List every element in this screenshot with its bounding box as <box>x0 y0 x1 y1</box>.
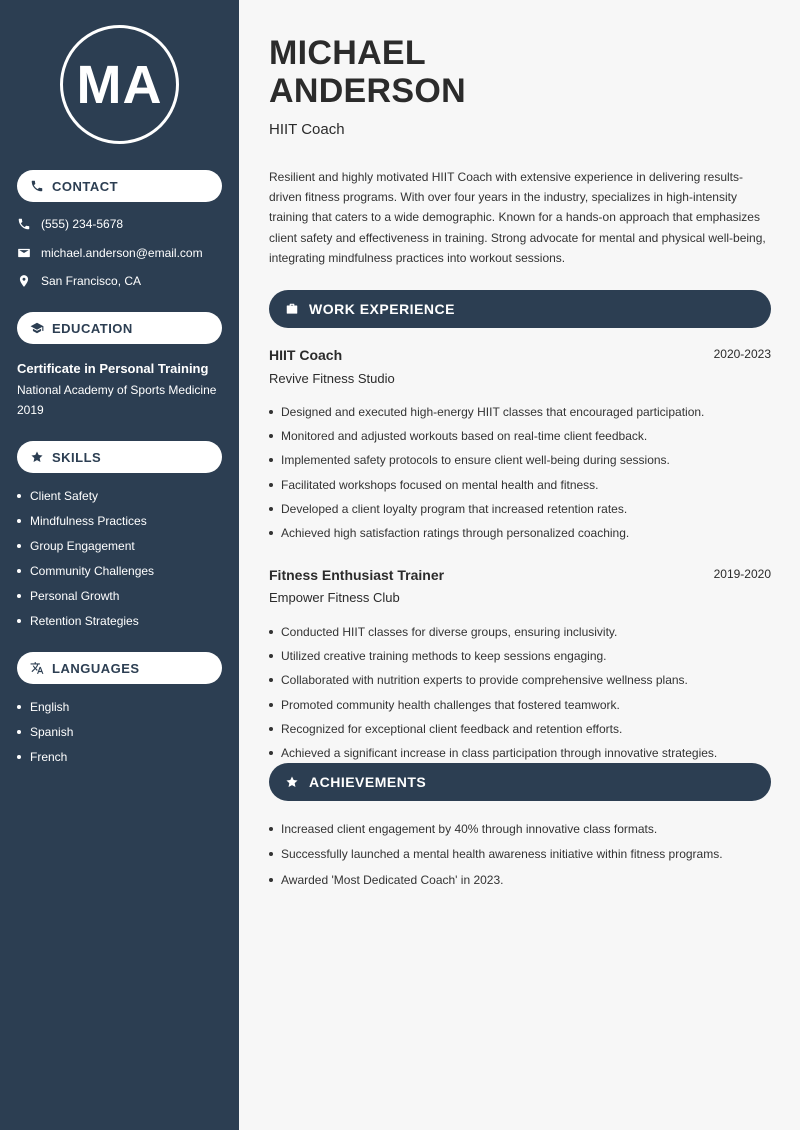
list-item: Facilitated workshops focused on mental health and fitness. <box>269 473 704 497</box>
name-line-last: ANDERSON <box>269 72 466 110</box>
list-item: Retention Strategies <box>17 608 154 633</box>
skills-heading-label: SKILLS <box>52 449 102 465</box>
work-experience-heading <box>269 290 771 328</box>
list-item: Recognized for exceptional client feedback and retention efforts. <box>269 717 717 741</box>
list-item: Client Safety <box>17 483 154 508</box>
contact-email-text: michael.anderson@email.com <box>41 246 203 260</box>
person-name <box>269 34 466 110</box>
contact-heading <box>17 170 222 202</box>
name-line-first: MICHAEL <box>269 34 426 72</box>
achievements-list <box>269 816 723 893</box>
education-year: 2019 <box>17 403 44 417</box>
job-company: Revive Fitness Studio <box>269 371 395 386</box>
list-item: French <box>17 744 73 769</box>
skills-list <box>17 483 154 633</box>
contact-phone <box>17 217 123 231</box>
contact-location-text: San Francisco, CA <box>41 274 142 288</box>
list-item: Implemented safety protocols to ensure client well-being during sessions. <box>269 448 704 472</box>
contact-heading-label: CONTACT <box>52 178 119 194</box>
skills-heading <box>17 441 222 473</box>
list-item: English <box>17 694 73 719</box>
list-item: Successfully launched a mental health awareness initiative within fitness programs. <box>269 842 723 868</box>
list-item: Promoted community health challenges that fostered teamwork. <box>269 693 717 717</box>
job-title: Fitness Enthusiast Trainer <box>269 567 445 583</box>
job-bullets <box>269 400 704 545</box>
list-item: Community Challenges <box>17 558 154 583</box>
education-heading-label: EDUCATION <box>52 320 133 336</box>
job-company: Empower Fitness Club <box>269 590 400 605</box>
list-item: Collaborated with nutrition experts to provide comprehensive wellness plans. <box>269 668 717 692</box>
list-item: Achieved high satisfaction ratings through personalized coaching. <box>269 521 704 545</box>
contact-location <box>17 274 141 288</box>
list-item: Developed a client loyalty program that increased retention rates. <box>269 497 704 521</box>
job-dates: 2020-2023 <box>713 347 771 361</box>
job-dates: 2019-2020 <box>713 567 771 581</box>
list-item: Designed and executed high-energy HIIT classes that encouraged participation. <box>269 400 704 424</box>
briefcase-icon <box>285 302 299 316</box>
list-item: Spanish <box>17 719 73 744</box>
profile-summary: Resilient and highly motivated HIIT Coach with extensive experience in delivering results-driven fitness programs. With over four years in the industry, specializes in high-intensity training that caters to a wide demographic. Known for a hands-on approach that emphasizes client safety and effectiveness in training. Strong advocate for mental and physical well-being, integrating mindfulness practices into workout sessions. <box>269 170 766 265</box>
job-role-title: HIIT Coach <box>269 121 345 138</box>
list-item: Conducted HIIT classes for diverse groups, ensuring inclusivity. <box>269 620 717 644</box>
list-item: Group Engagement <box>17 533 154 558</box>
languages-heading-label: LANGUAGES <box>52 660 140 676</box>
job-bullets <box>269 620 717 765</box>
envelope-icon <box>17 246 31 260</box>
main-content <box>239 0 800 1130</box>
list-item: Utilized creative training methods to keep sessions engaging. <box>269 644 717 668</box>
contact-phone-text: (555) 234-5678 <box>41 217 124 231</box>
education-heading <box>17 312 222 344</box>
map-pin-icon <box>17 274 31 288</box>
list-item: Monitored and adjusted workouts based on real-time client feedback. <box>269 424 704 448</box>
sidebar <box>0 0 239 1130</box>
contact-email <box>17 246 203 260</box>
phone-icon <box>30 179 44 193</box>
graduation-cap-icon <box>30 321 44 335</box>
monogram-avatar: MA <box>60 25 179 144</box>
job-title: HIIT Coach <box>269 347 343 363</box>
star-icon <box>285 775 299 789</box>
translate-icon <box>30 661 44 675</box>
list-item: Achieved a significant increase in class participation through innovative strategies. <box>269 741 717 765</box>
list-item: Awarded 'Most Dedicated Coach' in 2023. <box>269 867 723 893</box>
phone-icon <box>17 217 31 231</box>
list-item: Personal Growth <box>17 583 154 608</box>
list-item: Increased client engagement by 40% through innovative class formats. <box>269 816 723 842</box>
star-icon <box>30 450 44 464</box>
achievements-heading-label: ACHIEVEMENTS <box>309 774 427 790</box>
languages-heading <box>17 652 222 684</box>
languages-list <box>17 694 73 769</box>
education-school: National Academy of Sports Medicine <box>17 383 217 397</box>
education-degree: Certificate in Personal Training <box>17 361 209 376</box>
achievements-heading <box>269 763 771 801</box>
work-experience-heading-label: WORK EXPERIENCE <box>309 301 455 317</box>
list-item: Mindfulness Practices <box>17 508 154 533</box>
